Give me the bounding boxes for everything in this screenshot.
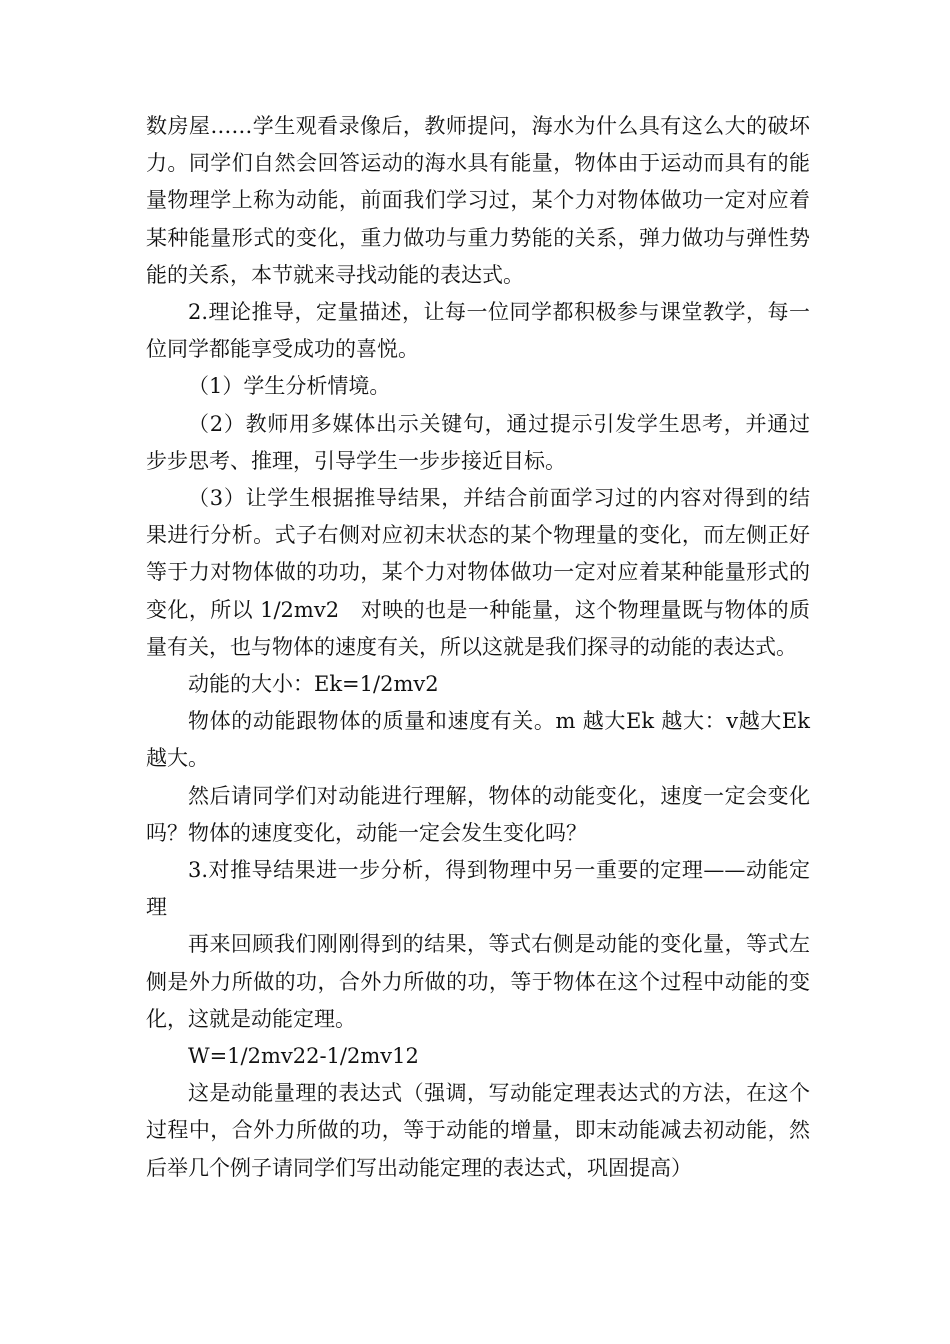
- paragraph-review: 再来回顾我们刚刚得到的结果，等式右侧是动能的变化量，等式左侧是外力所做的功，合外力所做的功，等于物体在这个过程中动能的变化，这就是动能定理。: [146, 932, 810, 1031]
- paragraph-theory-derivation: 2.理论推导，定量描述，让每一位同学都积极参与课堂教学，每一位同学都能享受成功的喜悦。: [146, 300, 810, 362]
- paragraph-step-2: （2）教师用多媒体出示关键句，通过提示引发学生思考，并通过步步思考、推理，引导学生一步步接近目标。: [146, 411, 810, 473]
- paragraph-kinetic-energy-factors: 物体的动能跟物体的质量和速度有关。m 越大Ek 越大：v越大Ek越大。: [146, 709, 810, 771]
- paragraph-continuation: 数房屋……学生观看录像后，教师提问，海水为什么具有这么大的破坏力。同学们自然会回答运动的海水具有能量，物体由于运动而具有的能量物理学上称为动能，前面我们学习过，某个力对物体做功一定对应着某种能量形式的变化，重力做功与重力势能的关系，弹力做功与弹性势能的关系，本节就来寻找动能的表达式。: [146, 114, 810, 287]
- paragraph-theorem-expression: 这是动能量理的表达式（强调，写动能定理表达式的方法，在这个过程中，合外力所做的功，等于动能的增量，即末动能减去初动能，然后举几个例子请同学们写出动能定理的表达式，巩固提高）: [146, 1081, 810, 1180]
- document-body: [146, 108, 810, 1187]
- paragraph-understanding-questions: 然后请同学们对动能进行理解，物体的动能变化，速度一定会变化吗？物体的速度变化，动能一定会发生变化吗？: [146, 783, 810, 845]
- paragraph-step-3: （3）让学生根据推导结果，并结合前面学习过的内容对得到的结果进行分析。式子右侧对应初末状态的某个物理量的变化，而左侧正好等于力对物体做的功功，某个力对物体做功一定对应着某种能量形式的变化，所以 1/2mv2 对映的也是一种能量，这个物理量既与物体的质量有关，也与物体的速度有关，所以这就是我们探寻的动能的表达式。: [146, 486, 810, 659]
- paragraph-theorem-formula: W=1/2mv22-1/2mv12: [188, 1044, 419, 1069]
- paragraph-kinetic-energy-formula: 动能的大小：Ek=1/2mv2: [188, 672, 439, 697]
- paragraph-theorem-heading: 3.对推导结果进一步分析，得到物理中另一重要的定理——动能定理: [146, 858, 810, 920]
- paragraph-step-1: （1）学生分析情境。: [188, 374, 391, 399]
